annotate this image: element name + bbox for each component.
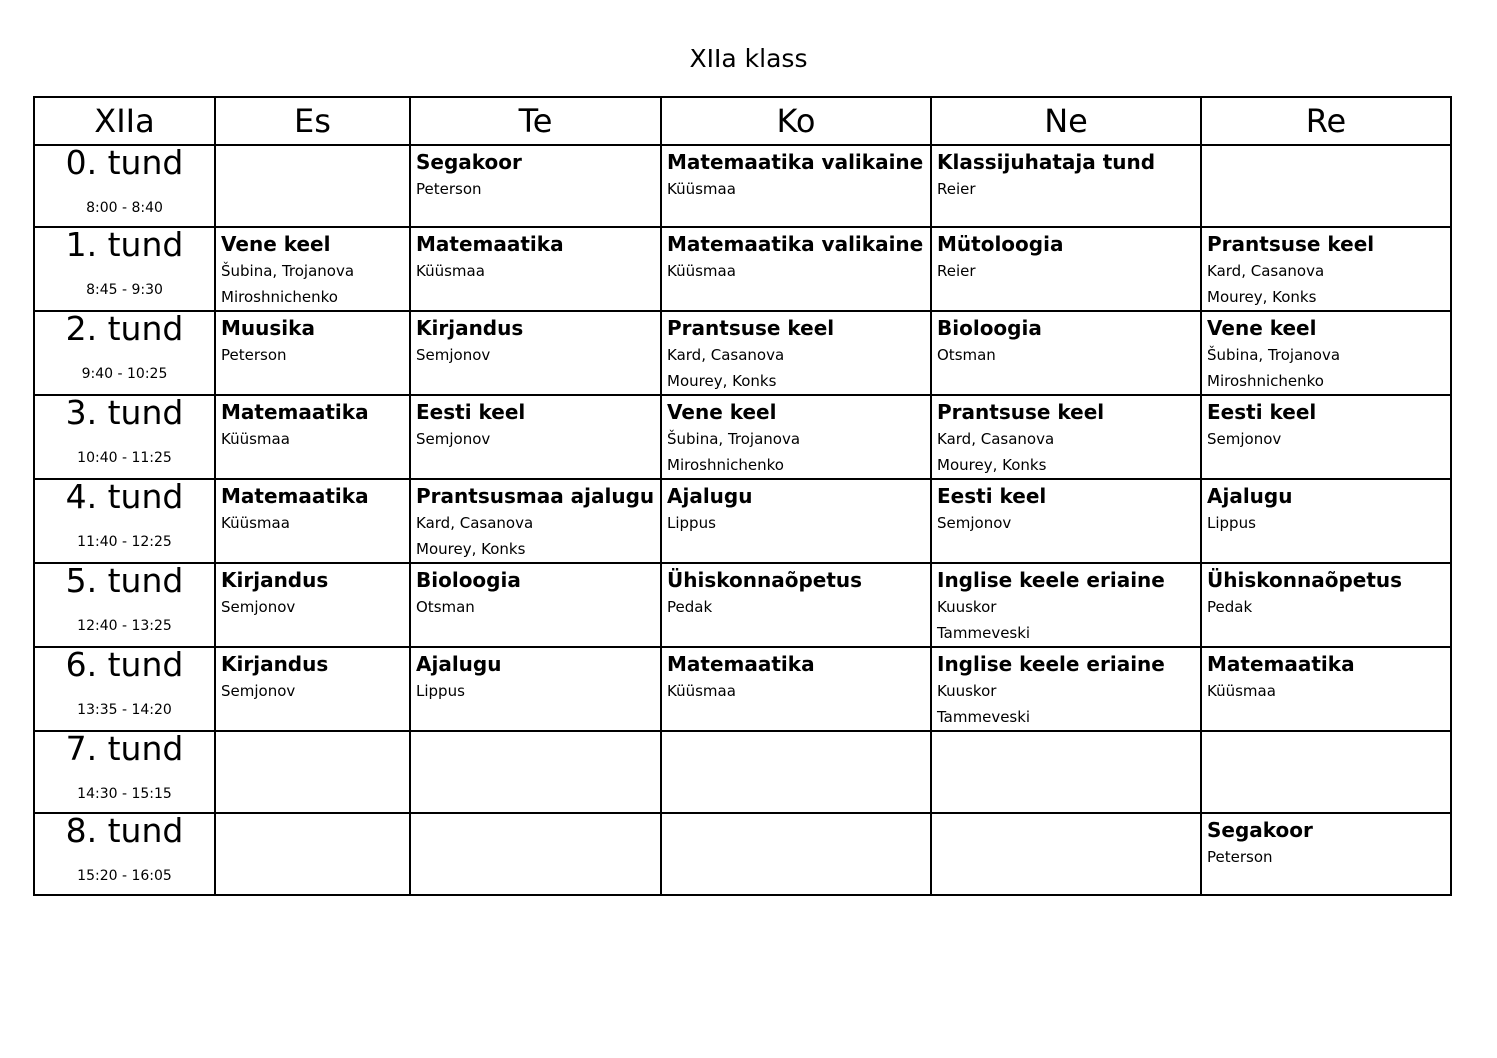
lesson-subject: Eesti keel [937, 484, 1047, 508]
lesson-subject: Matemaatika valikaine [667, 232, 924, 256]
lesson-subject: Kirjandus [416, 316, 524, 340]
period-name: 0. tund [65, 145, 184, 182]
lesson [411, 814, 660, 816]
lesson-cell [215, 227, 410, 311]
lesson-cell [931, 731, 1201, 813]
lesson-subject: Ühiskonnaõpetus [1207, 568, 1403, 592]
lesson-teacher: Semjonov [937, 514, 1012, 532]
period-cell [34, 731, 215, 813]
lesson-teacher: Šubina, Trojanova [667, 430, 801, 448]
lesson-teacher: Semjonov [416, 430, 491, 448]
lesson-subject: Matemaatika [221, 400, 369, 424]
lesson [216, 564, 409, 620]
lesson-cell [215, 647, 410, 731]
lesson-cell [1201, 395, 1451, 479]
lesson [1202, 228, 1450, 310]
period-name: 8. tund [65, 813, 184, 850]
lesson-subject: Segakoor [1207, 818, 1313, 842]
lesson-teacher: Šubina, Trojanova [221, 262, 355, 280]
lesson [662, 732, 930, 734]
lesson [411, 480, 660, 562]
header-day-monday: Es [215, 97, 410, 145]
lesson-teacher: Kard, Casanova [416, 514, 534, 532]
lesson [216, 228, 409, 310]
period-cell [34, 813, 215, 895]
lesson-teacher: Otsman [416, 598, 475, 616]
header-day-thursday: Ne [931, 97, 1201, 145]
period-time: 9:40 - 10:25 [81, 366, 168, 382]
lesson-cell [931, 145, 1201, 227]
lesson-teacher: Semjonov [221, 682, 296, 700]
lesson-subject: Kirjandus [221, 652, 329, 676]
lesson-cell [661, 395, 931, 479]
lesson [1202, 146, 1450, 148]
lesson-teacher: Peterson [1207, 848, 1273, 866]
table-row [34, 731, 1451, 813]
header-day-friday: Re [1201, 97, 1451, 145]
lesson [411, 146, 660, 202]
lesson-teacher: Lippus [416, 682, 465, 700]
period-cell [34, 479, 215, 563]
lesson-subject: Prantsuse keel [1207, 232, 1375, 256]
lesson [411, 396, 660, 452]
period-cell [34, 145, 215, 227]
lesson-cell [931, 311, 1201, 395]
lesson-teacher: Küüsmaa [667, 262, 736, 280]
lesson-cell [410, 813, 661, 895]
lesson-teacher: Semjonov [221, 598, 296, 616]
lesson [216, 480, 409, 536]
lesson-subject: Eesti keel [1207, 400, 1317, 424]
period-name: 1. tund [65, 227, 184, 264]
lesson-cell [215, 563, 410, 647]
table-row [34, 395, 1451, 479]
lesson [1202, 312, 1450, 394]
period-time: 15:20 - 16:05 [77, 868, 172, 884]
header-day-wednesday: Ko [661, 97, 931, 145]
period-time: 13:35 - 14:20 [77, 702, 172, 718]
lesson [411, 648, 660, 704]
period-name: 3. tund [65, 395, 184, 432]
lesson-cell [410, 311, 661, 395]
period-name: 2. tund [65, 311, 184, 348]
lesson-subject: Bioloogia [937, 316, 1042, 340]
lesson-subject: Ühiskonnaõpetus [667, 568, 863, 592]
lesson-teacher: Miroshnichenko [1207, 372, 1324, 390]
lesson-subject: Matemaatika [221, 484, 369, 508]
lesson [662, 648, 930, 704]
lesson [932, 312, 1200, 368]
lesson [216, 312, 409, 368]
lesson [411, 732, 660, 734]
lesson-teacher: Kard, Casanova [937, 430, 1055, 448]
page-title: XIIa klass [689, 44, 808, 73]
lesson-cell [661, 311, 931, 395]
lesson-subject: Segakoor [416, 150, 522, 174]
lesson-teacher: Küüsmaa [416, 262, 485, 280]
table-row [34, 227, 1451, 311]
lesson-teacher: Mourey, Konks [937, 456, 1047, 474]
lesson [662, 814, 930, 816]
lesson-teacher: Peterson [416, 180, 482, 198]
table-row [34, 647, 1451, 731]
lesson-cell [215, 479, 410, 563]
lesson-subject: Prantsuse keel [667, 316, 835, 340]
lesson [932, 648, 1200, 730]
header-row [34, 97, 1451, 145]
table-row [34, 813, 1451, 895]
lesson-teacher: Küüsmaa [667, 682, 736, 700]
lesson-cell [215, 395, 410, 479]
lesson-teacher: Pedak [667, 598, 713, 616]
timetable [33, 96, 1452, 896]
period-name: 5. tund [65, 563, 184, 600]
lesson-subject: Inglise keele eriaine [937, 652, 1165, 676]
period-name: 6. tund [65, 647, 184, 684]
lesson [1202, 814, 1450, 870]
lesson-subject: Prantsusmaa ajalugu [416, 484, 655, 508]
lesson-teacher: Mourey, Konks [667, 372, 777, 390]
lesson [662, 564, 930, 620]
lesson-teacher: Pedak [1207, 598, 1253, 616]
period-cell [34, 311, 215, 395]
lesson-cell [1201, 145, 1451, 227]
lesson-subject: Ajalugu [667, 484, 753, 508]
period-name: 7. tund [65, 731, 184, 768]
lesson [216, 146, 409, 148]
lesson-cell [215, 311, 410, 395]
table-row [34, 145, 1451, 227]
lesson [932, 564, 1200, 646]
lesson-cell [1201, 647, 1451, 731]
period-time: 11:40 - 12:25 [77, 534, 172, 550]
table-row [34, 311, 1451, 395]
lesson-cell [215, 813, 410, 895]
lesson-teacher: Tammeveski [937, 708, 1031, 726]
lesson-teacher: Kard, Casanova [667, 346, 785, 364]
lesson-cell [661, 227, 931, 311]
header-class: XIIa [34, 97, 215, 145]
lesson [662, 228, 930, 284]
period-name: 4. tund [65, 479, 184, 516]
lesson [216, 814, 409, 816]
lesson-cell [410, 479, 661, 563]
lesson-cell [661, 647, 931, 731]
lesson-teacher: Semjonov [1207, 430, 1282, 448]
lesson [932, 396, 1200, 478]
lesson-cell [661, 145, 931, 227]
lesson-cell [931, 813, 1201, 895]
lesson [216, 648, 409, 704]
lesson-teacher: Küüsmaa [221, 430, 290, 448]
header-day-tuesday: Te [410, 97, 661, 145]
lesson-subject: Muusika [221, 316, 315, 340]
lesson-cell [410, 395, 661, 479]
lesson-cell [410, 563, 661, 647]
lesson-teacher: Semjonov [416, 346, 491, 364]
lesson [1202, 396, 1450, 452]
lesson-cell [215, 145, 410, 227]
lesson-teacher: Küüsmaa [1207, 682, 1276, 700]
lesson-subject: Matemaatika valikaine [667, 150, 924, 174]
lesson-cell [661, 813, 931, 895]
table-row [34, 563, 1451, 647]
lesson-subject: Ajalugu [416, 652, 502, 676]
lesson-teacher: Miroshnichenko [667, 456, 784, 474]
lesson-cell [1201, 563, 1451, 647]
lesson [932, 814, 1200, 816]
lesson-subject: Klassijuhataja tund [937, 150, 1156, 174]
lesson-teacher: Kuuskor [937, 598, 997, 616]
lesson-cell [931, 227, 1201, 311]
lesson-cell [410, 227, 661, 311]
lesson [1202, 564, 1450, 620]
lesson-subject: Vene keel [667, 400, 777, 424]
lesson-cell [1201, 479, 1451, 563]
lesson-teacher: Mourey, Konks [416, 540, 526, 558]
lesson [1202, 732, 1450, 734]
lesson-cell [1201, 227, 1451, 311]
period-time: 8:00 - 8:40 [86, 200, 163, 216]
period-time: 10:40 - 11:25 [77, 450, 172, 466]
lesson-cell [931, 563, 1201, 647]
lesson-teacher: Mourey, Konks [1207, 288, 1317, 306]
lesson-cell [1201, 731, 1451, 813]
lesson-teacher: Lippus [667, 514, 716, 532]
lesson [932, 480, 1200, 536]
lesson-subject: Vene keel [221, 232, 331, 256]
lesson-teacher: Reier [937, 180, 976, 198]
lesson-cell [1201, 311, 1451, 395]
lesson-subject: Eesti keel [416, 400, 526, 424]
lesson-subject: Inglise keele eriaine [937, 568, 1165, 592]
lesson [932, 228, 1200, 284]
lesson-cell [215, 731, 410, 813]
lesson-teacher: Tammeveski [937, 624, 1031, 642]
lesson-cell [931, 647, 1201, 731]
lesson-teacher: Otsman [937, 346, 996, 364]
lesson-cell [410, 647, 661, 731]
lesson-subject: Matemaatika [667, 652, 815, 676]
lesson-cell [661, 731, 931, 813]
lesson [662, 146, 930, 202]
lesson [932, 732, 1200, 734]
lesson [932, 146, 1200, 202]
period-time: 12:40 - 13:25 [77, 618, 172, 634]
lesson-cell [410, 145, 661, 227]
lesson-teacher: Küüsmaa [221, 514, 290, 532]
lesson-cell [410, 731, 661, 813]
lesson-cell [931, 395, 1201, 479]
lesson [662, 480, 930, 536]
lesson [216, 396, 409, 452]
lesson-cell [661, 479, 931, 563]
lesson [662, 312, 930, 394]
lesson [1202, 480, 1450, 536]
lesson-teacher: Reier [937, 262, 976, 280]
lesson-teacher: Šubina, Trojanova [1207, 346, 1341, 364]
period-cell [34, 563, 215, 647]
period-time: 14:30 - 15:15 [77, 786, 172, 802]
lesson-teacher: Küüsmaa [667, 180, 736, 198]
period-cell [34, 395, 215, 479]
lesson-subject: Mütoloogia [937, 232, 1064, 256]
lesson-teacher: Lippus [1207, 514, 1256, 532]
period-time: 8:45 - 9:30 [86, 282, 163, 298]
lesson-teacher: Kuuskor [937, 682, 997, 700]
lesson [662, 396, 930, 478]
lesson [411, 564, 660, 620]
lesson-teacher: Peterson [221, 346, 287, 364]
lesson-subject: Vene keel [1207, 316, 1317, 340]
lesson-teacher: Miroshnichenko [221, 288, 338, 306]
lesson-subject: Ajalugu [1207, 484, 1293, 508]
table-row [34, 479, 1451, 563]
lesson-cell [1201, 813, 1451, 895]
lesson [1202, 648, 1450, 704]
lesson-teacher: Kard, Casanova [1207, 262, 1325, 280]
lesson-subject: Prantsuse keel [937, 400, 1105, 424]
lesson-cell [931, 479, 1201, 563]
period-cell [34, 227, 215, 311]
lesson-subject: Matemaatika [1207, 652, 1355, 676]
lesson-subject: Bioloogia [416, 568, 521, 592]
lesson [411, 312, 660, 368]
lesson [216, 732, 409, 734]
period-cell [34, 647, 215, 731]
lesson-subject: Matemaatika [416, 232, 564, 256]
lesson-subject: Kirjandus [221, 568, 329, 592]
lesson-cell [661, 563, 931, 647]
lesson [411, 228, 660, 284]
